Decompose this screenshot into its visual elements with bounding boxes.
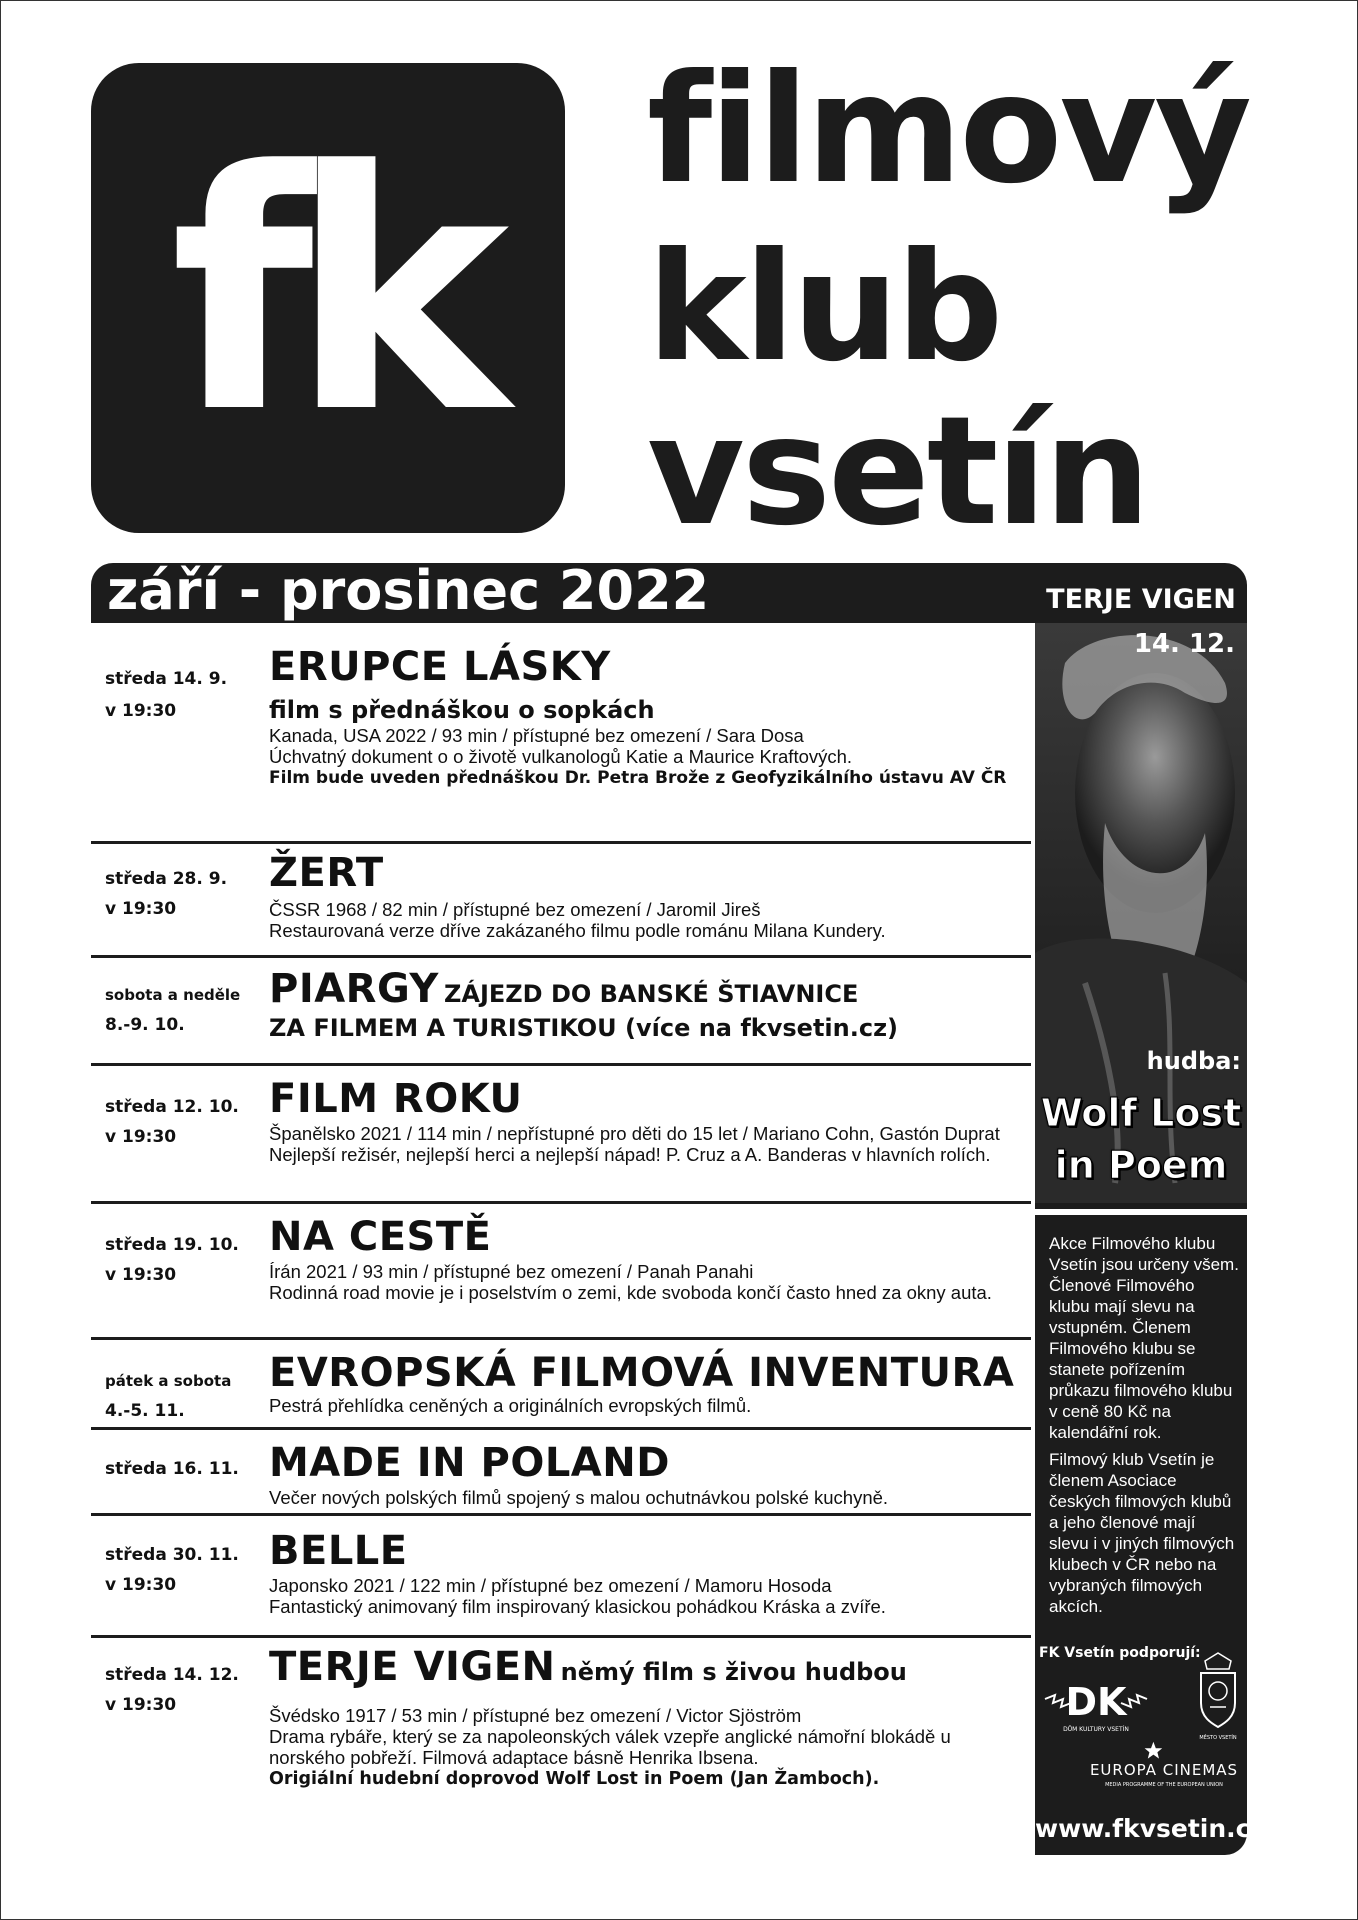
event-row — [91, 1201, 1031, 1340]
event-time: v 19:30 — [105, 1575, 177, 1595]
event-title: ŽERT — [269, 850, 384, 896]
event-description: Pestrá přehlídka ceněných a originálních evropských filmů. — [269, 1395, 752, 1416]
event-meta: Španělsko 2021 / 114 min / nepřístupné pro děti do 15 let / Mariano Cohn, Gastón Duprat Nejlepší režisér, nejlepší herci a nejlepší nápad! P. Cruz a A. Banderas v hlavních rolích. — [269, 1123, 1000, 1165]
event-title: MADE IN POLAND — [269, 1440, 670, 1486]
event-time: 4.-5. 11. — [105, 1401, 185, 1421]
city-crest-icon — [1193, 1651, 1243, 1741]
event-date: středa 30. 11. — [105, 1545, 239, 1565]
event-title: NA CESTĚ — [269, 1214, 492, 1260]
event-meta: ČSSR 1968 / 82 min / přístupné bez omezení / Jaromil Jireš — [269, 899, 761, 920]
event-description: Úchvatný dokument o o životě vulkanologů Katie a Maurice Kraftových. — [269, 746, 853, 767]
event-description: Fantastický animovaný film inspirovaný klasickou pohádkou Kráska a zvíře. — [269, 1596, 886, 1617]
event-date: středa 16. 11. — [105, 1459, 239, 1479]
website-link[interactable]: www.fkvsetin.cz — [1035, 1814, 1266, 1843]
event-row — [91, 955, 1031, 1066]
event-meta: Švédsko 1917 / 53 min / přístupné bez omezení / Victor Sjöström — [269, 1705, 802, 1726]
event-time: 8.-9. 10. — [105, 1015, 185, 1035]
event-meta: Kanada, USA 2022 / 93 min / přístupné bez omezení / Sara Dosa — [269, 725, 804, 746]
city-caption: MĚSTO VSETÍN — [1199, 1735, 1237, 1741]
event-time: v 19:30 — [105, 701, 177, 721]
dk-caption: DŮM KULTURY VSETÍN — [1063, 1726, 1129, 1733]
event-meta: Japonsko 2021 / 122 min / přístupné bez omezení / Mamoru Hosoda — [269, 1575, 832, 1596]
event-date: středa 14. 9. — [105, 669, 228, 689]
event-description: Drama rybáře, který se za napoleonských válek vzepře anglické námořní blokádě u norského pobřeží. Filmová adaptace básně Henrika Ibsena. — [269, 1726, 951, 1768]
title-line-vsetin: vsetín — [647, 385, 1148, 559]
title-line-klub: klub — [647, 221, 1001, 395]
event-time: v 19:30 — [105, 1265, 177, 1285]
event-note: Origiální hudební doprovod Wolf Lost in Poem (Jan Žamboch). — [269, 1769, 880, 1789]
fk-logo-text: fk — [170, 101, 486, 485]
event-date: středa 12. 10. — [105, 1097, 239, 1117]
event-date: sobota a neděle — [105, 986, 241, 1004]
event-date: středa 14. 12. — [105, 1665, 239, 1685]
event-row — [91, 841, 1031, 958]
event-date: pátek a sobota — [105, 1372, 232, 1390]
event-row — [91, 1063, 1031, 1204]
event-description: Restaurovaná verze dříve zakázaného filmu podle románu Milana Kundery. — [269, 920, 886, 941]
feature-film-title: TERJE VIGEN — [1046, 584, 1236, 615]
event-title-suffix: ZÁJEZD DO BANSKÉ ŠTIAVNICE — [443, 980, 859, 1008]
event-row — [91, 1635, 1031, 1825]
sidebar-divider — [1035, 1209, 1247, 1215]
event-date: středa 19. 10. — [105, 1235, 239, 1255]
europa-text: EUROPA CINEMAS — [1089, 1761, 1239, 1779]
event-title: TERJE VIGEN — [269, 1644, 556, 1690]
fk-logo — [91, 63, 565, 533]
event-title-suffix: němý film s živou hudbou — [560, 1658, 907, 1686]
music-label: hudba: — [1146, 1047, 1241, 1075]
event-meta: Írán 2021 / 93 min / přístupné bez omezení / Panah Panahi — [269, 1261, 754, 1282]
event-row — [91, 1337, 1031, 1430]
feature-film-date: 14. 12. — [1133, 629, 1235, 659]
event-title: FILM ROKU — [269, 1076, 523, 1122]
event-row — [91, 1513, 1031, 1638]
supporters-label: FK Vsetín podporují: — [1039, 1645, 1201, 1661]
event-description: Rodinná road movie je i poselstvím o zemi, kde svoboda končí často hned za okny auta. — [269, 1282, 992, 1303]
event-title: EVROPSKÁ FILMOVÁ INVENTURA — [269, 1350, 1015, 1396]
event-time: v 19:30 — [105, 899, 177, 919]
europa-caption: MEDIA PROGRAMME OF THE EUROPEAN UNION — [1105, 1782, 1223, 1788]
title-line-filmovy: filmový — [647, 43, 1249, 217]
season-label: září - prosinec 2022 — [107, 559, 710, 622]
event-title: ERUPCE LÁSKY — [269, 644, 611, 690]
event-subtitle: film s přednáškou o sopkách — [269, 696, 655, 724]
event-subtitle: ZA FILMEM A TURISTIKOU (více na fkvsetin.cz) — [269, 1014, 899, 1042]
association-info: Filmový klub Vsetín je členem Asociace českých filmových klubů a jeho členové mají slevu i v jiných filmových klubech v ČR nebo na vybraných filmových akcích. — [1049, 1450, 1235, 1616]
event-row — [91, 623, 1031, 844]
event-date: středa 28. 9. — [105, 869, 228, 889]
membership-info: Akce Filmového klubu Vsetín jsou určeny všem. Členové Filmového klubu mají slevu na vstupném. Členem Filmového klubu se stanete pořízením průkazu filmového klubu v ceně 80 Kč na kalendářní rok. — [1049, 1234, 1239, 1442]
event-time: v 19:30 — [105, 1127, 177, 1147]
event-title: PIARGY — [269, 966, 439, 1012]
dk-logo-text: DK — [1065, 1680, 1127, 1724]
event-title: BELLE — [269, 1528, 408, 1574]
dk-logo — [1041, 1673, 1151, 1737]
europa-cinemas-logo — [1075, 1739, 1253, 1789]
event-time: v 19:30 — [105, 1695, 177, 1715]
event-description: Večer nových polských filmů spojený s malou ochutnávkou polské kuchyně. — [269, 1487, 889, 1508]
event-row — [91, 1427, 1031, 1516]
band-name: Wolf Lost in Poem — [1040, 1091, 1242, 1187]
event-note: Film bude uveden přednáškou Dr. Petra Brože z Geofyzikálního ústavu AV ČR — [269, 768, 1007, 788]
